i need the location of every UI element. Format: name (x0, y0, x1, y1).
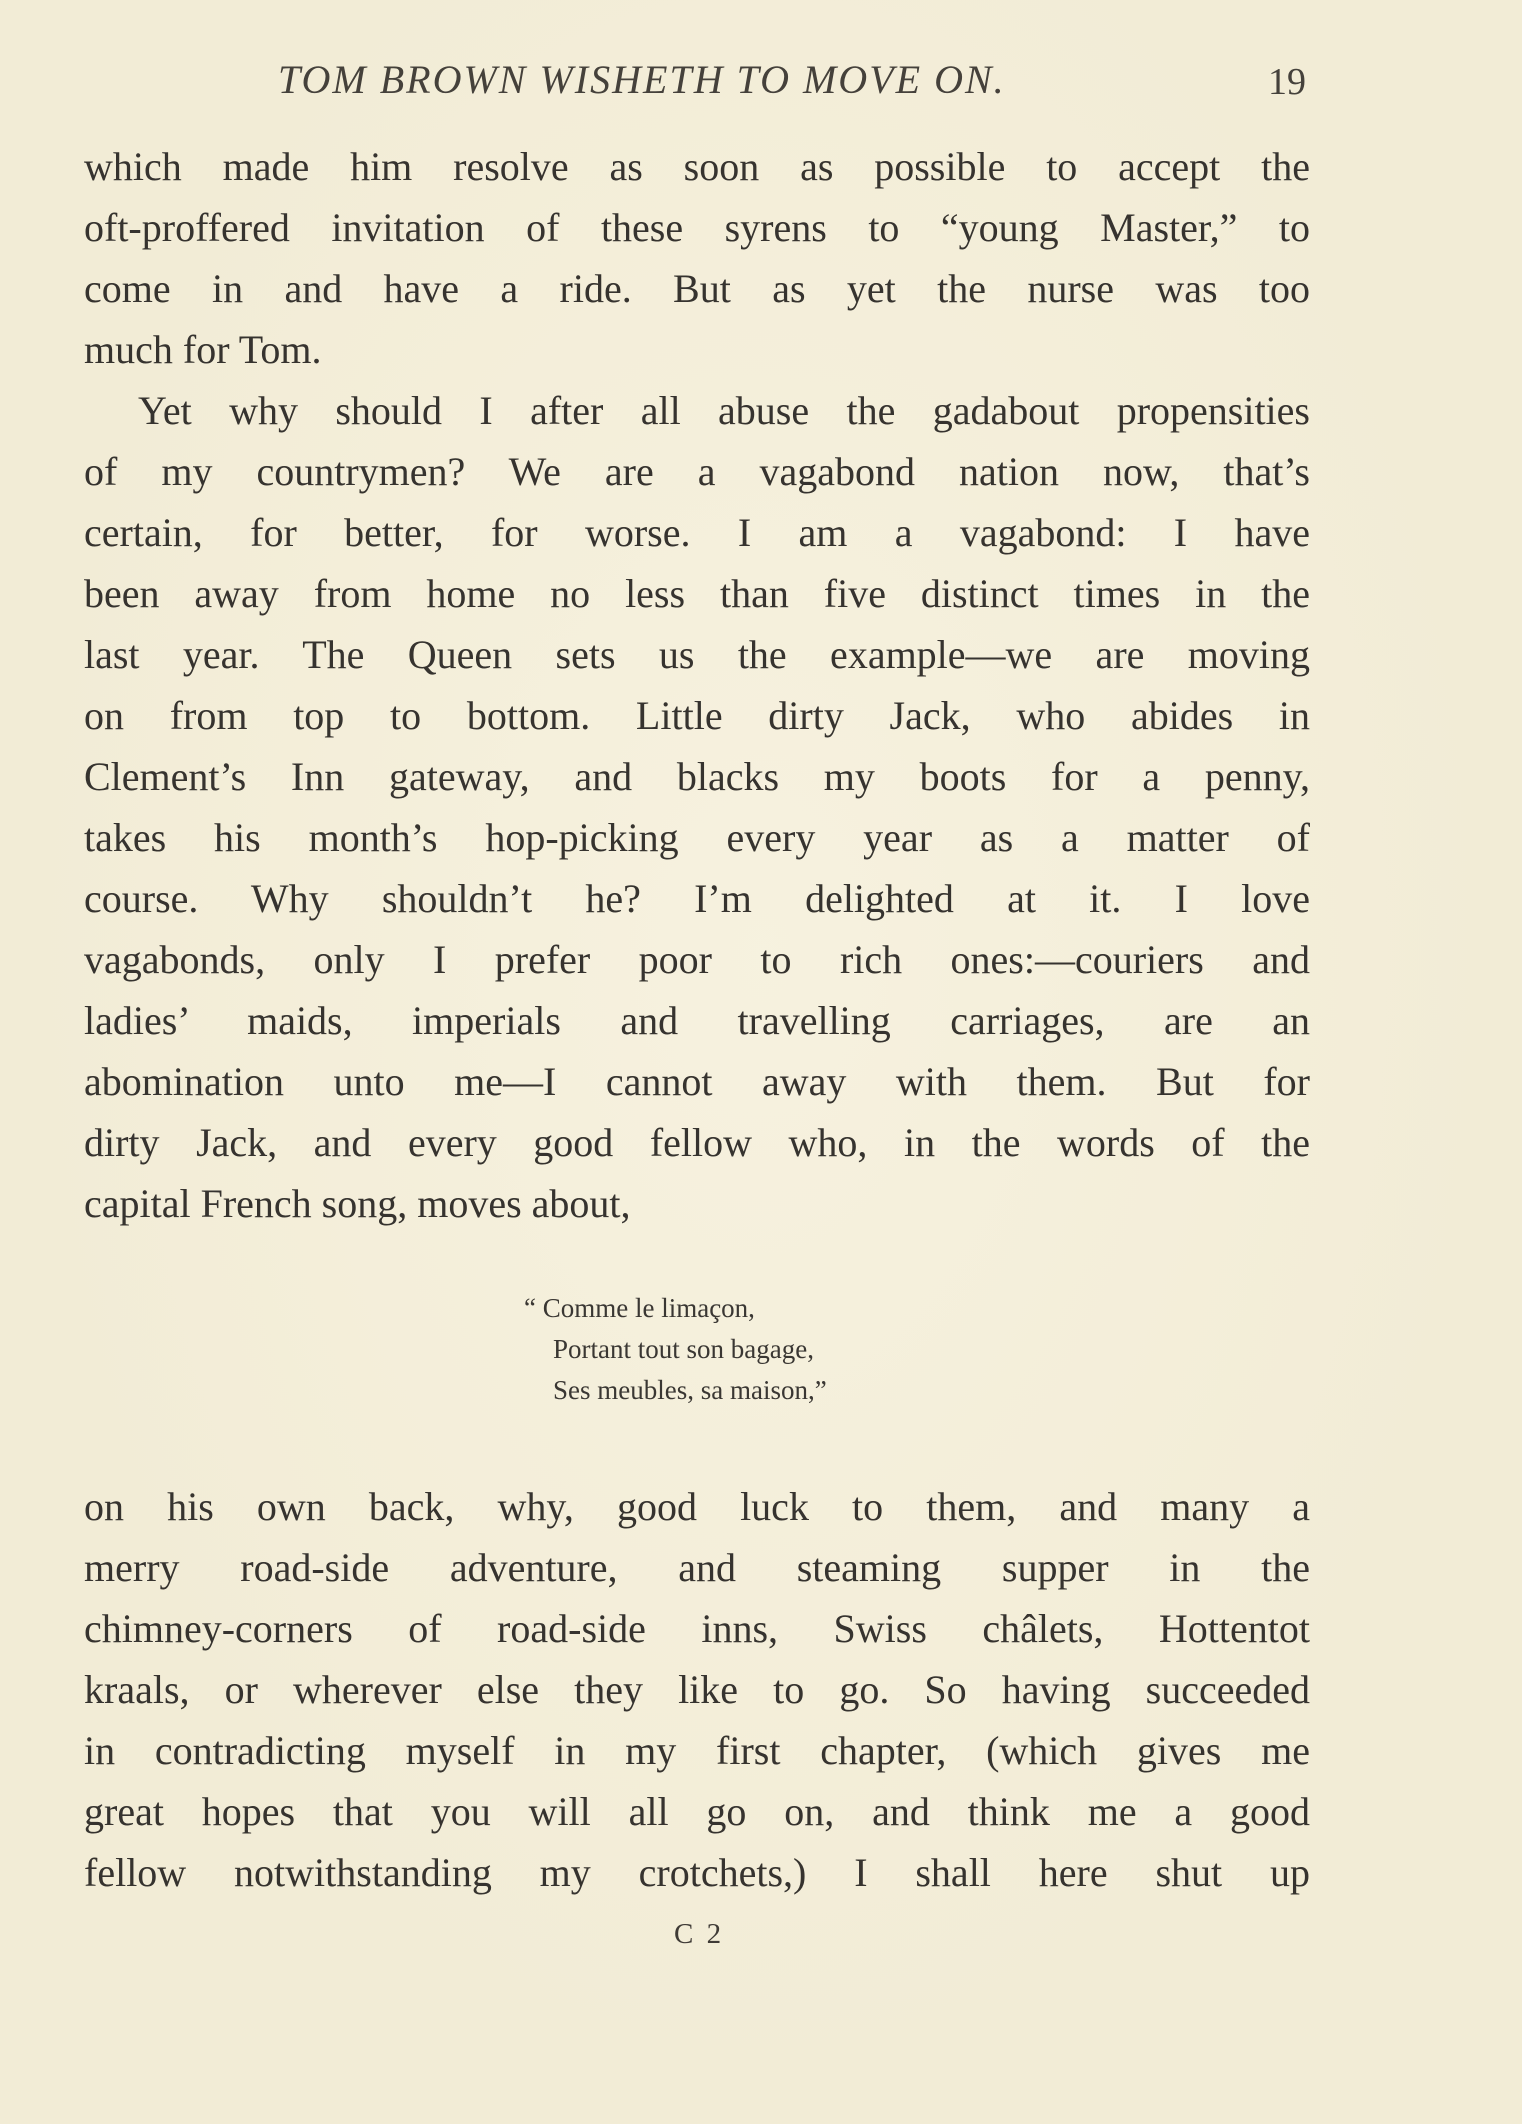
text-line: great hopes that you will all go on, and think me a good (84, 1789, 1310, 1834)
verse-line: Ses meubles, sa maison,” (553, 1375, 827, 1405)
paragraph-2 (84, 380, 1310, 1234)
running-title: TOM BROWN WISHETH TO MOVE ON. (278, 57, 1006, 102)
text-line: in contradicting myself in my first chapter, (which gives me (84, 1728, 1310, 1773)
text-line: certain, for better, for worse. I am a vagabond: I have (84, 510, 1310, 555)
signature-mark: C 2 (674, 1918, 725, 1950)
text-line: much for Tom. (84, 327, 322, 372)
text-line: course. Why shouldn’t he? I’m delighted at it. I love (84, 876, 1310, 921)
text-line: which made him resolve as soon as possible to accept the (84, 144, 1310, 189)
running-head (0, 56, 1522, 116)
text-line: abomination unto me—I cannot away with them. But for (84, 1059, 1310, 1104)
text-line: dirty Jack, and every good fellow who, in the words of the (84, 1120, 1310, 1165)
text-line: on from top to bottom. Little dirty Jack, who abides in (84, 693, 1310, 738)
text-line: ladies’ maids, imperials and travelling carriages, are an (84, 998, 1310, 1043)
text-line: chimney-corners of road-side inns, Swiss châlets, Hottentot (84, 1606, 1310, 1651)
text-line: takes his month’s hop-picking every year as a matter of (84, 815, 1310, 860)
text-line: merry road-side adventure, and steaming supper in the (84, 1545, 1310, 1590)
text-line: Clement’s Inn gateway, and blacks my boots for a penny, (84, 754, 1310, 799)
page-number: 19 (1268, 61, 1306, 103)
text-line: of my countrymen? We are a vagabond nation now, that’s (84, 449, 1310, 494)
paragraph-1 (84, 136, 1310, 380)
text-line: on his own back, why, good luck to them, and many a (84, 1484, 1310, 1529)
paragraph-3 (84, 1476, 1310, 1903)
verse-line: “ Comme le limaçon, (524, 1293, 755, 1323)
text-line: come in and have a ride. But as yet the nurse was too (84, 266, 1310, 311)
text-line: oft-proffered invitation of these syrens to “young Master,” to (84, 205, 1310, 250)
verse-line: Portant tout son bagage, (553, 1334, 814, 1364)
verse-quotation (524, 1288, 827, 1411)
text-line: capital French song, moves about, (84, 1181, 631, 1226)
text-line: last year. The Queen sets us the example—we are moving (84, 632, 1310, 677)
text-line: been away from home no less than five distinct times in the (84, 571, 1310, 616)
text-line: vagabonds, only I prefer poor to rich ones:—couriers and (84, 937, 1310, 982)
text-line: fellow notwithstanding my crotchets,) I shall here shut up (84, 1850, 1310, 1895)
text-line: Yet why should I after all abuse the gadabout propensities (138, 388, 1310, 433)
text-line: kraals, or wherever else they like to go. So having succeeded (84, 1667, 1310, 1712)
